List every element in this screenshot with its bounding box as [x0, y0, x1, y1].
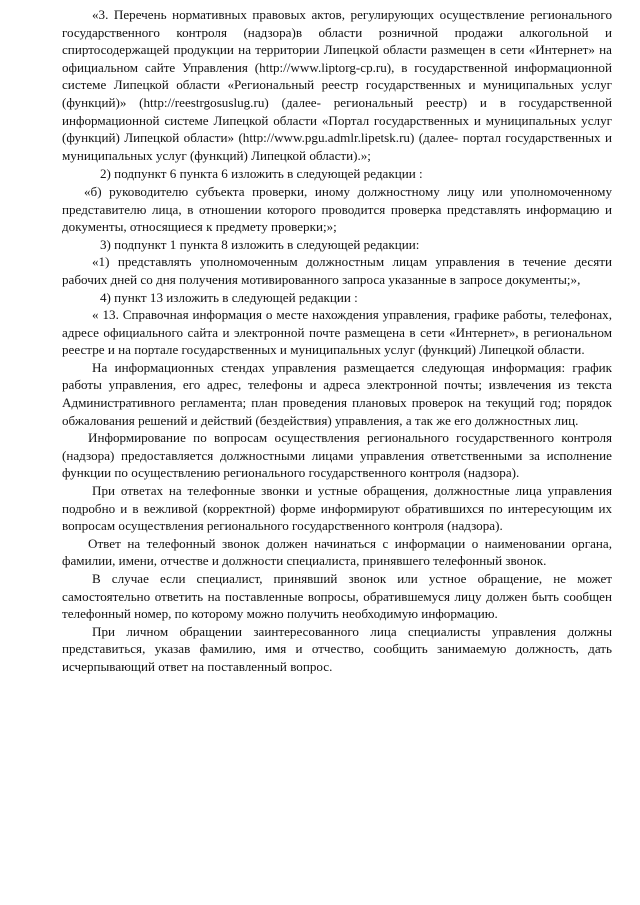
document-page	[62, 6, 612, 676]
paragraph-specialist-unable: В случае если специалист, принявший звонок или устное обращение, не может самостоятельно ответить на поставленные вопросы, обратившемуся лицу должен быть сообщен телефонный номер, по которому можно получить необходимую информацию.	[62, 571, 612, 622]
paragraph-subitem-6-text: «б) руководителю субъекта проверки, иному должностному лицу или уполномоченному представителю лица, в отношении которого проводится проверка представлять информацию и документы, относящиеся к предмету проверки;»;	[62, 183, 612, 235]
paragraph-phone-answers: При ответах на телефонные звонки и устные обращения, должностные лица управления подробно и в вежливой (корректной) форме информируют обратившихся по интересующим их вопросам осуществления регионального государственного контроля (надзора).	[62, 483, 612, 534]
paragraph-subitem-1-text: «1) представлять уполномоченным должностным лицам управления в течение десяти рабочих дней со дня получения мотивированного запроса указанные в запросе документы;»,	[62, 254, 612, 287]
paragraph-subitem-3: 3) подпункт 1 пункта 8 изложить в следующей редакции:	[100, 236, 420, 252]
paragraph-personal-visit: При личном обращении заинтересованного лица специалисты управления должны представиться, указав фамилию, имя и отчество, сообщить занимаемую должность, дать исчерпывающий ответ на поставленный вопрос.	[62, 623, 612, 674]
paragraph-phone-call-start: Ответ на телефонный звонок должен начинаться с информации о наименовании органа, фамилии, имени, отчестве и должности специалиста, принявшего телефонный звонок.	[62, 535, 612, 569]
paragraph-subitem-4: 4) пункт 13 изложить в следующей редакции :	[100, 289, 358, 305]
paragraph-informing: Информирование по вопросам осуществления регионального государственного контроля (надзора) предоставляется должностными лицами управления ответственными за исполнение функции по осуществлению регионального государственного контроля (надзора).	[62, 430, 612, 481]
paragraph-item-3: «3. Перечень нормативных правовых актов, регулирующих осуществление регионального государственного контроля (надзора)в области розничной продажи алкогольной и спиртосодержащей продукции на территории Липецкой области размещен в сети «Интернет» на официальном сайте Управления (http://www.liptorg-cp.ru), в государственной информационной системе Липецкой области «Региональный реестр государственных и муниципальных услуг (функций)» (http://reestrgosuslug.ru) (далее- региональный реестр) и в государственной информационной системе Липецкой области «Портал государственных и муниципальных услуг (функций) Липецкой области» (http://www.pgu.admlr.lipetsk.ru) (далее- портал государственных и муниципальных услуг (функций) Липецкой области).»;	[62, 7, 612, 163]
paragraph-info-stands: На информационных стендах управления размещается следующая информация: график работы управления, его адрес, телефоны и адреса электронной почты; извлечения из текста Административного регламента; план проведения плановых проверок на текущий год; порядок обжалования решений и действий (бездействия) управления, а так же его должностных лиц.	[62, 359, 612, 428]
paragraph-item-13: « 13. Справочная информация о месте нахождения управления, графике работы, телефонах, адресе официального сайта и электронной почте размещена в сети «Интернет», в региональном реестре и на портале государственных и муниципальных услуг (функций) Липецкой области.	[62, 307, 612, 358]
paragraph-subitem-2: 2) подпункт 6 пункта 6 изложить в следующей редакции :	[100, 166, 423, 182]
